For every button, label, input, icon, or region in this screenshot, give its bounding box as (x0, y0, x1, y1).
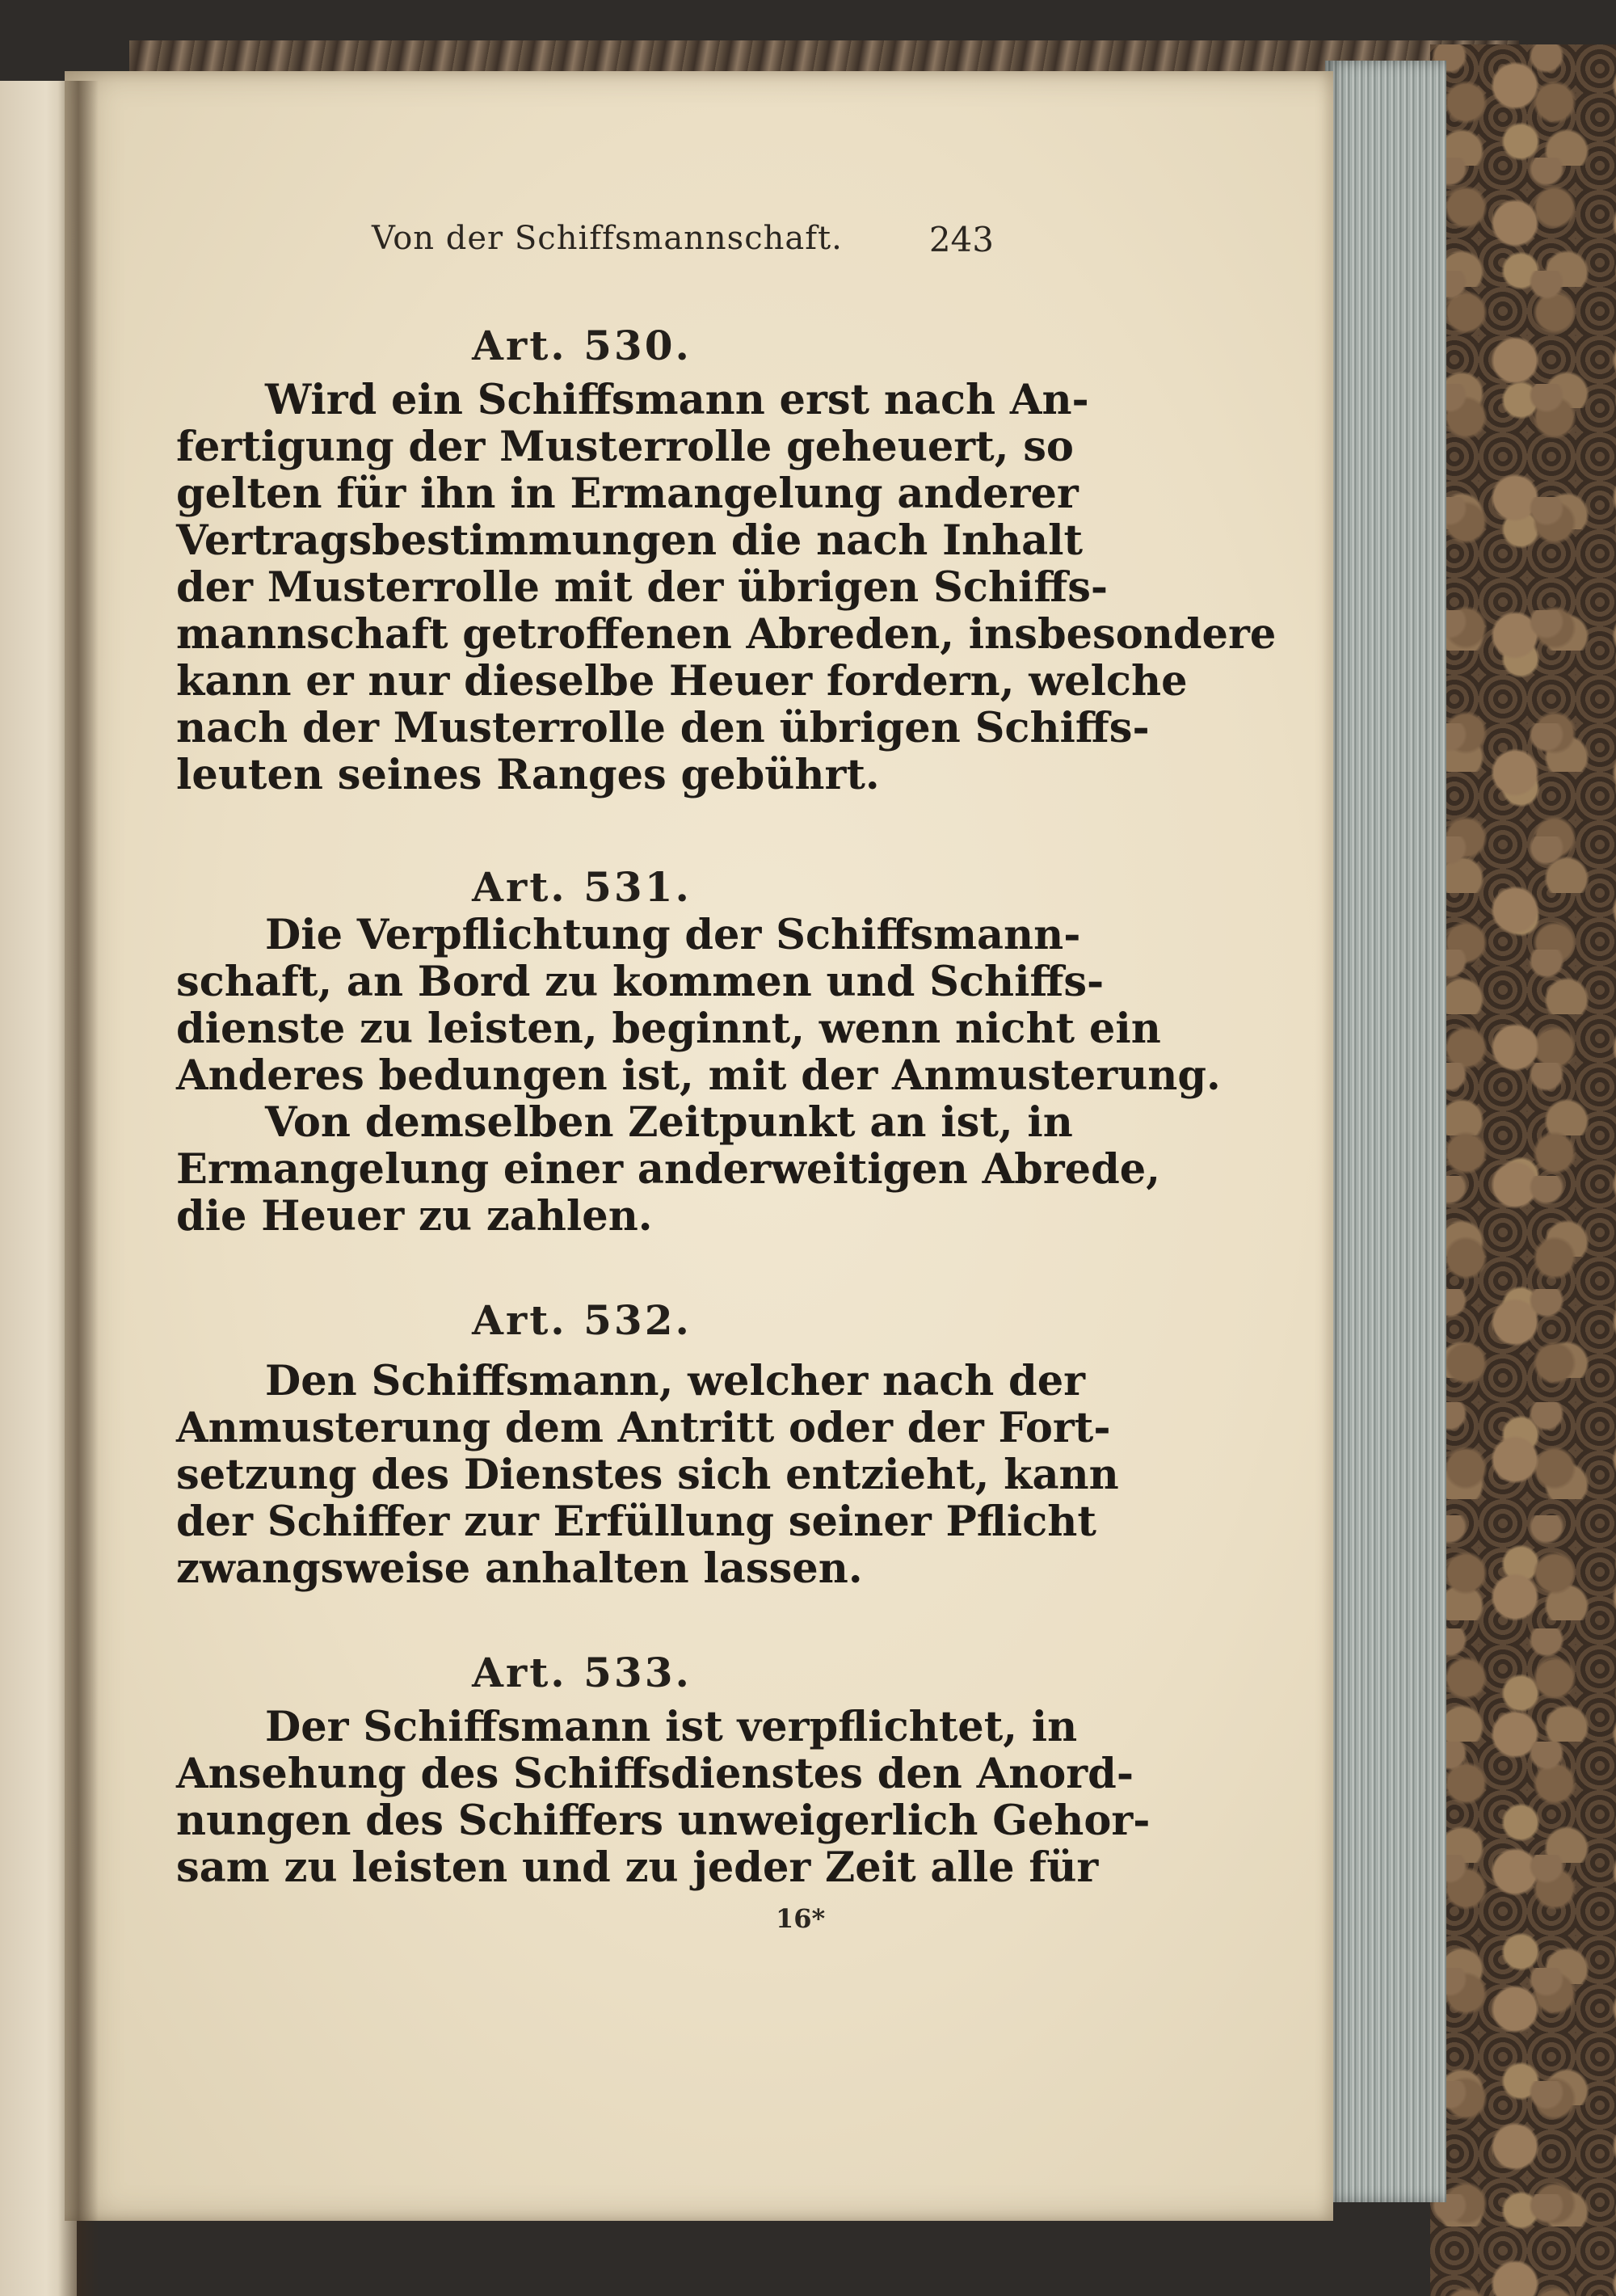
text-line: Der Schiffsmann ist verpflichtet, in (265, 1703, 1078, 1751)
book-gutter (58, 81, 99, 2296)
text-line: zwangsweise anhalten lassen. (176, 1544, 863, 1593)
text-line: dienste zu leisten, beginnt, wenn nicht ein (176, 1005, 1161, 1053)
text-line: Vertragsbestimmungen die nach Inhalt (176, 516, 1084, 565)
text-line: leuten seines Ranges gebührt. (176, 751, 880, 799)
text-line: Ermangelung einer anderweitigen Abrede, (176, 1145, 1160, 1194)
article-530-paragraph (176, 376, 1277, 799)
article-531-heading: Art. 531. (472, 863, 692, 911)
text-line: Ansehung des Schiffsdienstes den Anord- (176, 1750, 1134, 1798)
text-line: sam zu leisten und zu jeder Zeit alle für (176, 1843, 1099, 1892)
text-line: nungen des Schiffers unweigerlich Gehor- (176, 1797, 1151, 1845)
text-line: der Musterrolle mit der übrigen Schiffs- (176, 563, 1109, 612)
text-line: der Schiffer zur Erfüllung seiner Pflicht (176, 1498, 1096, 1546)
marbled-cover (1430, 44, 1616, 2296)
text-line: Von demselben Zeitpunkt an ist, in (265, 1098, 1073, 1147)
text-line: Die Verpflichtung der Schiffsmann- (265, 911, 1081, 959)
text-line: Den Schiffsmann, welcher nach der (265, 1357, 1086, 1405)
article-533-paragraph (176, 1703, 1151, 1892)
text-line: schaft, an Bord zu kommen und Schiffs- (176, 958, 1105, 1006)
article-531-paragraph-2 (176, 1098, 1160, 1241)
text-line: Wird ein Schiffsmann erst nach An- (265, 376, 1089, 424)
signature-mark: 16* (776, 1903, 826, 1934)
text-line: die Heuer zu zahlen. (176, 1192, 653, 1241)
text-line: fertigung der Musterrolle geheuert, so (176, 423, 1074, 471)
article-532-paragraph (176, 1357, 1119, 1593)
article-532-heading: Art. 532. (472, 1296, 692, 1344)
text-line: gelten für ihn in Ermangelung anderer (176, 470, 1079, 518)
article-533-heading: Art. 533. (472, 1649, 692, 1696)
text-line: Anmusterung dem Antritt oder der Fort- (176, 1404, 1111, 1452)
text-line: nach der Musterrolle den übrigen Schiffs- (176, 704, 1150, 752)
page-number: 243 (928, 220, 994, 259)
article-530-heading: Art. 530. (472, 322, 692, 369)
text-line: setzung des Dienstes sich entzieht, kann (176, 1451, 1119, 1499)
running-title: Von der Schiffsmannschaft. (372, 220, 843, 257)
text-line: kann er nur dieselbe Heuer fordern, welche (176, 657, 1188, 706)
page-edges (1325, 61, 1446, 2202)
text-line: Anderes bedungen ist, mit der Anmusterung. (176, 1051, 1221, 1100)
article-531-paragraph-1 (176, 911, 1221, 1100)
text-line: mannschaft getroffenen Abreden, insbesondere (176, 610, 1277, 659)
